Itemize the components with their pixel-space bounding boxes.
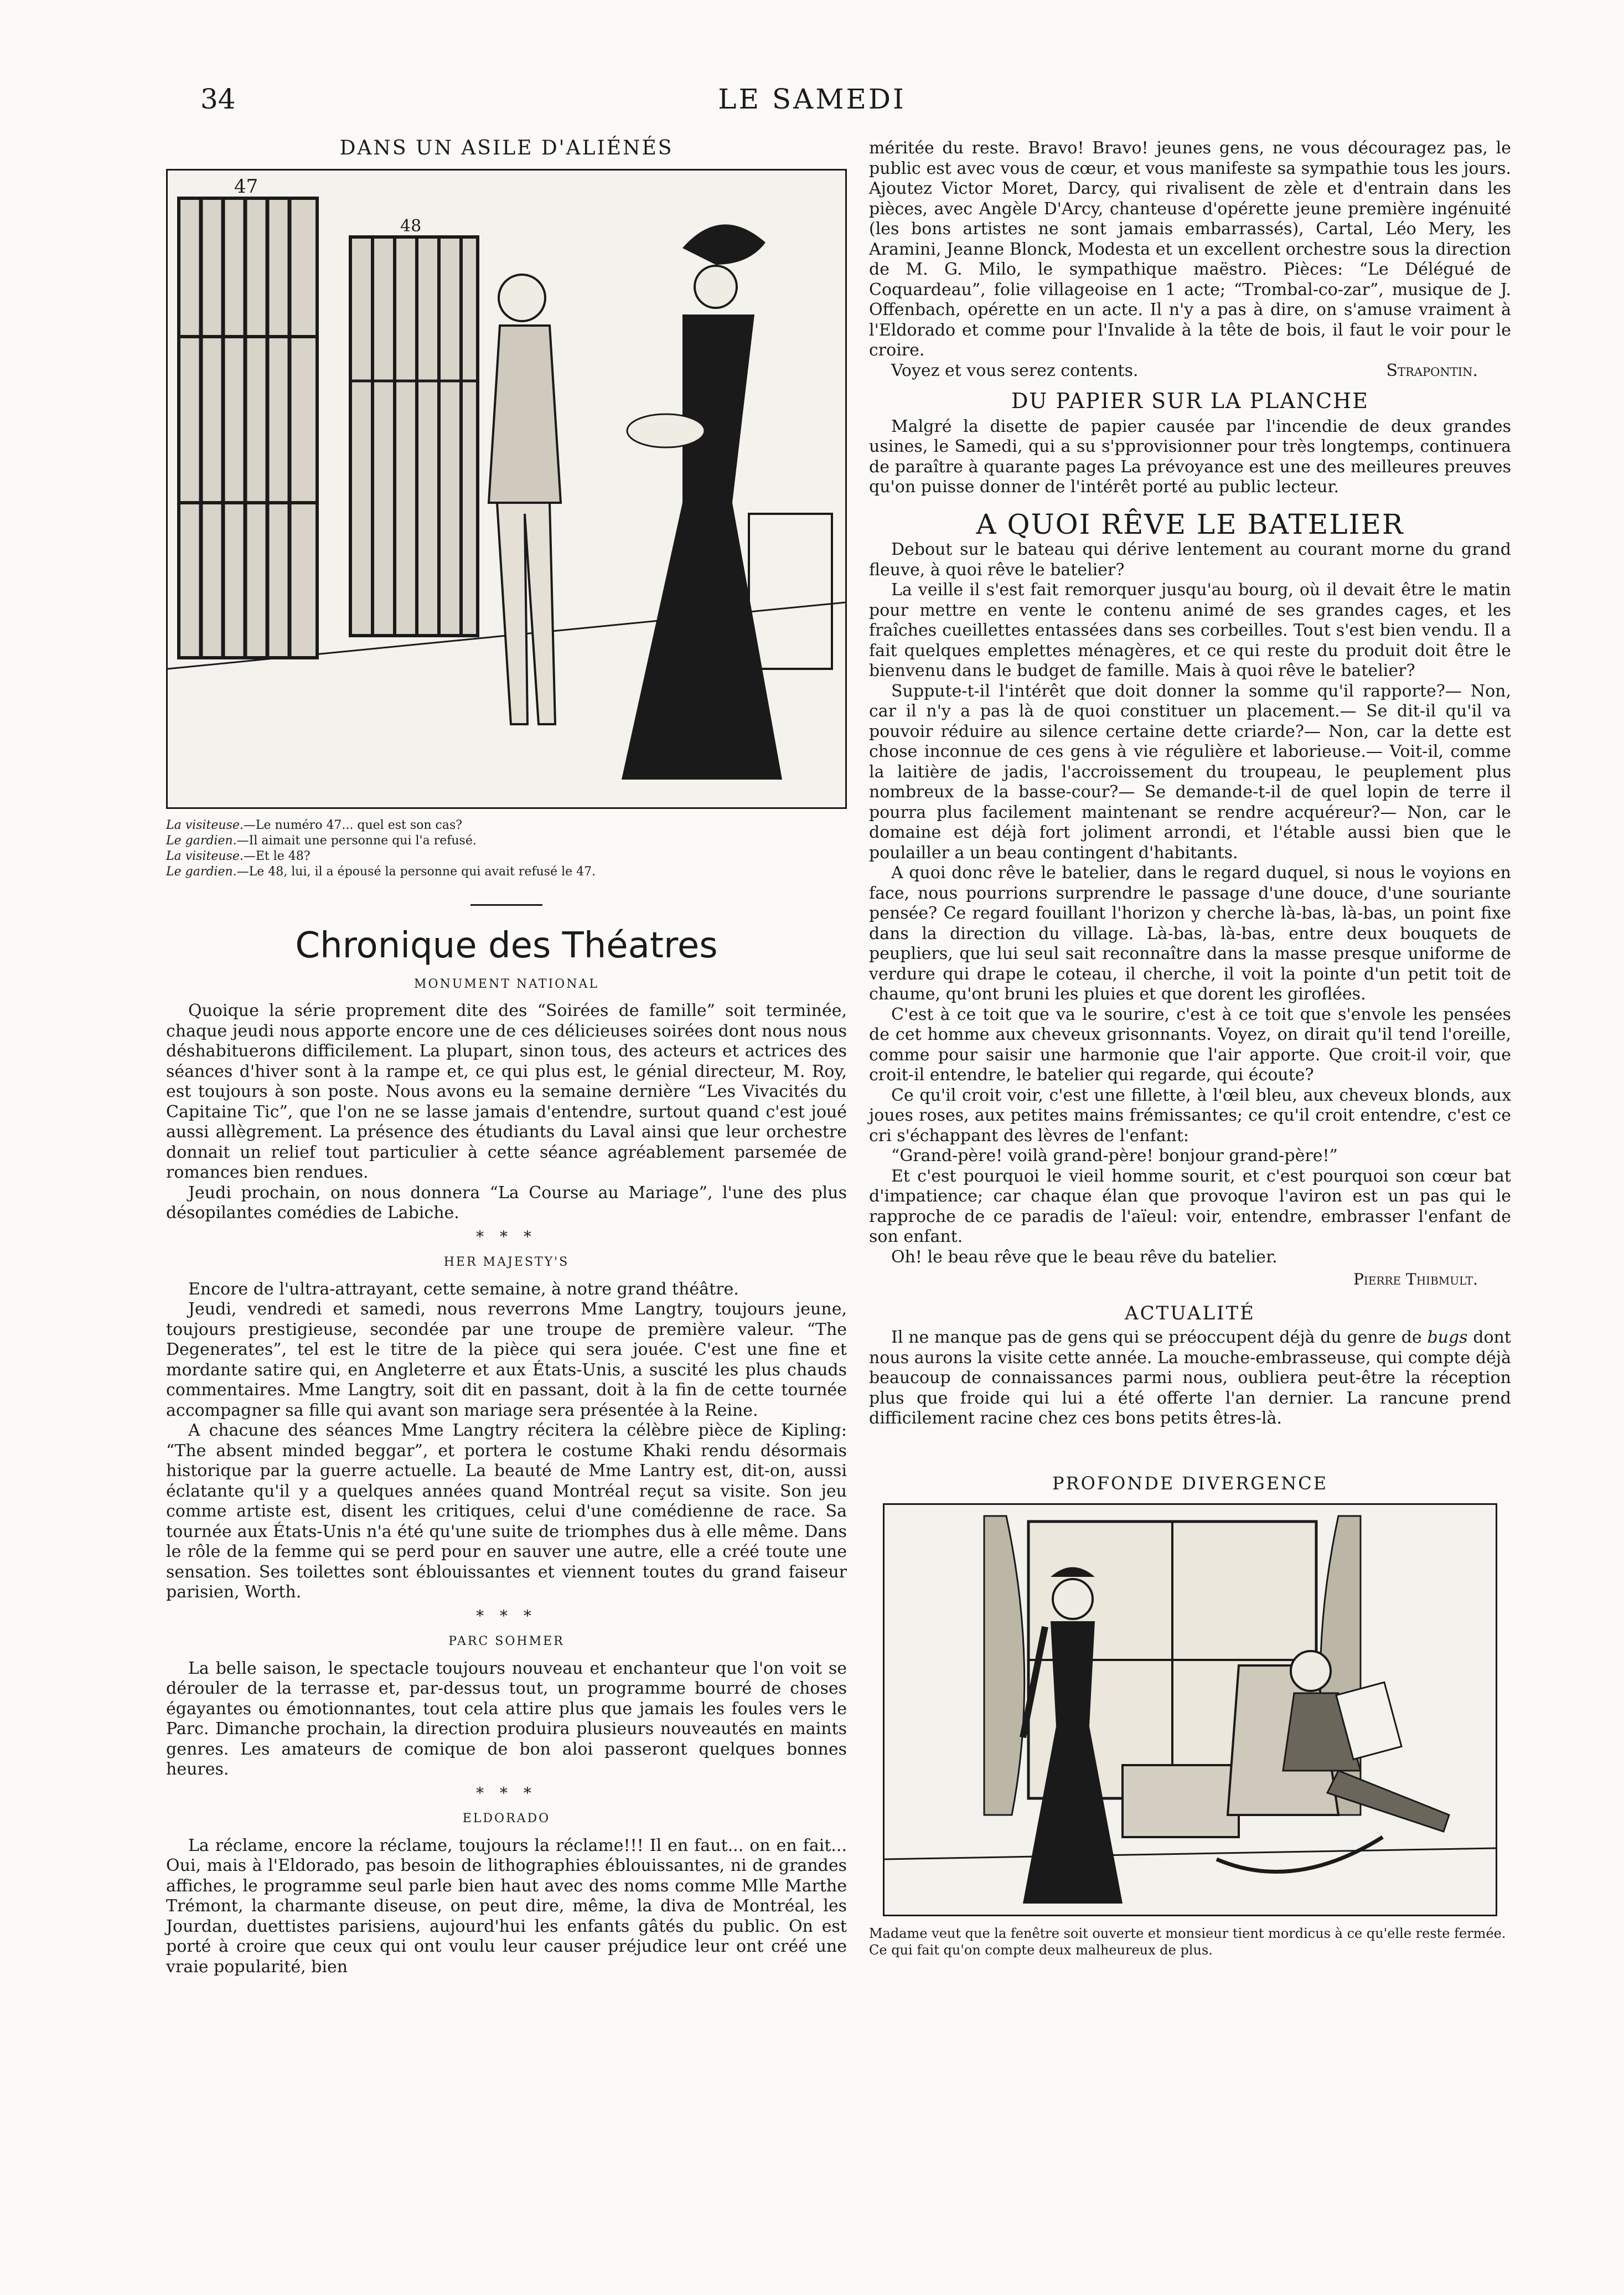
divergence-engraving xyxy=(885,1505,1496,1915)
paragraph: A chacune des séances Mme Langtry récitera la célèbre pièce de Kipling: “The absent minded beggar”, et portera le costume Khaki rendu désormais historique par la guerre actuelle. La beauté de Mme Lantry est, dit-on, aussi éclatante qu'il y a quelques années quand Montréal reçut sa visite. Son jeu comme artiste est, disent les critiques, celui d'une comédienne de race. Sa tournée aux États-Unis n'a été qu'une suite de triomphes dus à elle même. Dans le rôle de la femme qui se perd pour en sauver une autre, elle a créé toute une sensation. Ses toilettes sont éblouissantes et viennent toutes du grand faiseur parisien, Worth. xyxy=(166,1421,847,1602)
illustration-caption-divergence: Madame veut que la fenêtre soit ouverte et monsieur tient mordicus à ce qu'elle reste fermée. Ce qui fait qu'on compte deux malheureux de plus. xyxy=(869,1926,1506,1958)
section-separator: * * * xyxy=(476,1606,537,1625)
illustration-title-asile: DANS UN ASILE D'ALIÉNÉS xyxy=(339,137,674,159)
section-separator: * * * xyxy=(476,1783,537,1802)
illustration-divergence xyxy=(883,1503,1497,1916)
paragraph: Jeudi, vendredi et samedi, nous reverrons Mme Langtry, toujours jeune, toujours prestigieuse, secondée par une troupe de première valeur. “The Degenerates”, tel est le titre de la pièce qui sera jouée. C'est une fine et mordante satire qui, en Angleterre et aux États-Unis, a suscité les plus chauds commentaires. Mme Langtry, soit dit en passant, doit à la fin de cette tournée accompagner sa fille qui avant son mariage sera présentée à la Reine. xyxy=(166,1299,847,1420)
cell-label-48: 48 xyxy=(400,216,422,236)
author-signature: Strapontin. xyxy=(1386,360,1478,380)
paragraph: Et c'est pourquoi le vieil homme sourit, et c'est pourquoi son cœur bat d'impatience; car chaque élan que provoque l'aviron est un pas qui le rapproche de ce paradis de l'aïeul: voir, entendre, embrasser l'enfant de son enfant. xyxy=(869,1166,1511,1246)
closing-text: Voyez et vous serez contents. xyxy=(891,360,1139,380)
paragraph: Jeudi prochain, on nous donnera “La Course au Mariage”, l'une des plus désopilantes comédies de Labiche. xyxy=(166,1183,847,1223)
paragraph: “Grand-père! voilà grand-père! bonjour grand-père!” xyxy=(891,1146,1338,1165)
caption-line: La visiteuse.—Et le 48? xyxy=(166,849,311,863)
chronique-title: Chronique des Théatres xyxy=(295,925,718,966)
section-separator: * * * xyxy=(476,1227,537,1246)
right-column xyxy=(869,138,1511,1958)
divider-rule xyxy=(470,904,542,906)
running-head xyxy=(0,83,1624,122)
heading-papier: DU PAPIER SUR LA PLANCHE xyxy=(1011,389,1369,413)
guard-figure xyxy=(489,275,561,724)
caption-line: La visiteuse.—Le numéro 47... quel est son cas? xyxy=(166,818,463,832)
paragraph: Quoique la série proprement dite des “Soirées de famille” soit terminée, chaque jeudi nous apporte encore une de ces délicieuses soirées dont nous nous déshabituerons difficilement. La plupart, sinon tous, des acteurs et actrices des séances d'hiver sont à la rampe et, ce qui plus est, le génial directeur, M. Roy, est toujours à son poste. Nous avons eu la semaine dernière “Les Vivacités du Capitaine Tic”, que l'on ne se lasse jamais d'entendre, surtout quand c'est joué aussi allègrement. La présence des étudiants du Laval ainsi que leur orchestre donnait un relief tout particulier à cette séance agréablement parsemée de romances bien rendues. xyxy=(166,1001,847,1182)
asylum-engraving xyxy=(168,171,845,807)
paragraph: La réclame, encore la réclame, toujours la réclame!!! Il en faut... on en fait... Oui, mais à l'Eldorado, pas besoin de lithographies éblouissantes, ni de grandes affiches, le programme seul parle bien haut avec des noms comme Mlle Marthe Trémont, la charmante diseuse, on peut dire, même, la diva de Montréal, les Jourdan, duettistes parisiens, aujourd'hui les enfants gâtés du public. On est porté à croire que ceux qui ont voulu leur causer préjudice leur ont créé une vraie popularité, bien xyxy=(166,1835,847,1977)
section-heading-eldorado: ELDORADO xyxy=(462,1812,551,1825)
cell-door-48 xyxy=(350,216,478,636)
paragraph-eldorado-continued: méritée du reste. Bravo! Bravo! jeunes gens, ne vous découragez pas, le public est avec vous de cœur, et vous manifeste sa sympathie tous les jours. Ajoutez Victor Moret, Darcy, qui rivalisent de zèle et d'entrain dans les pièces, avec Angèle D'Arcy, chanteuse d'opérette jeune première ingénuité (les bons artistes ne sont jamais embarrassés), Cartal, Léo Mery, les Aramini, Jeanne Blonck, Modesta et un excellent orchestre sous la direction de M. G. Milo, le sympathique maëstro. Pièces: “Le Délégué de Coquardeau”, folie villageoise en 1 acte; “Trombal-co-zar”, musique de J. Offenbach, opérette en un acte. Il n'y a pas à dire, on s'amuse vraiment à l'Eldorado et comme pour l'Invalide à la tête de bois, il faut le voir pour le croire. xyxy=(869,138,1511,360)
journal-title: LE SAMEDI xyxy=(718,83,906,115)
illustration-asile xyxy=(166,169,847,809)
caption-line: Le gardien.—Le 48, lui, il a épousé la personne qui avait refusé le 47. xyxy=(166,864,596,879)
paragraph: Il ne manque pas de gens qui se préoccupent déjà du genre de bugs dont nous aurons la visite cette année. La mouche-embrasseuse, qui compte déjà beaucoup de connaissances parmi nous, oubliera peut-être la réception plus que froide qui lui a été offerte l'an dernier. La rancune prend difficilement racine chez ces bons petits êtres-là. xyxy=(869,1328,1511,1428)
paragraph: C'est à ce toit que va le sourire, c'est à ce toit que s'envole les pensées de cet homme aux cheveux grisonnants. Voyez, on dirait qu'il tend l'oreille, comme pour saisir une harmonie que l'air apporte. Que croit-il voir, que croit-il entendre, le batelier qui regarde, qui écoute? xyxy=(869,1004,1511,1085)
left-column xyxy=(166,138,847,1977)
paragraph: A quoi donc rêve le batelier, dans le regard duquel, si nous le voyions en face, nous pourrions surprendre le passage d'une douce, d'une souriante pensée? Ce regard fouillant l'horizon y cherche là-bas, là-bas, un point fixe dans la direction du village. Là-bas, là-bas, entre deux bouquets de peupliers, que lui seul sait reconnaître dans la masse presque uniforme de verdure qui drape le coteau, il cherche, il voit la pointe d'un petit toit de chaume, qu'ont bruni les pluies et que dorent les giroflées. xyxy=(869,863,1511,1004)
paragraph: Encore de l'ultra-attrayant, cette semaine, à notre grand théâtre. xyxy=(188,1279,739,1299)
eldorado-closing-line xyxy=(869,361,1511,381)
page-number: 34 xyxy=(200,83,236,115)
paragraph: La veille il s'est fait remorquer jusqu'au bourg, où il devait être le matin pour mettre en vente le contenu animé de ses grandes cages, et les fraîches cueillettes entassées dans ses corbeilles. Tout s'est bien vendu. Il a fait quelques emplettes ménagères, et ce qui reste du produit doit être le bienvenu dans le budget de famille. Mais à quoi rêve le batelier? xyxy=(869,580,1511,680)
paragraph: Debout sur le bateau qui dérive lentement au courant morne du grand fleuve, à quoi rêve le batelier? xyxy=(869,540,1511,580)
paragraph: Malgré la disette de papier causée par l'incendie de deux grandes usines, le Samedi, qui a su s'pprovisionner pour très longtemps, continuera de paraître à quarante pages La prévoyance est une des meilleures preuves qu'on puisse donner de l'intérêt porté au public lecteur. xyxy=(869,416,1511,497)
paragraph: Suppute-t-il l'intérêt que doit donner la somme qu'il rapporte?— Non, car il n'y a pas là de quoi constituer un placement.— Se dit-il qu'il va pouvoir réduire au silence certaine dette criarde?— Non, car la dette est chose inconnue de ces gens à vie régulière et laborieuse.— Voit-il, comme la laitière de jadis, l'accroissement du troupeau, le peuplement plus nombreux de la basse-cour?— Se demande-t-il de quel lopin de terre il pourra plus facilement maintenant se rendre acquéreur?— Non, car le domaine est déjà fort joliment arrondi, et l'étable aussi bien que le poulailler a un beau contingent d'habitants. xyxy=(869,681,1511,863)
cell-door-47 xyxy=(179,176,317,658)
caption-line: Le gardien.—Il aimait une personne qui l'a refusé. xyxy=(166,833,477,848)
author-signature: Pierre Thibmult. xyxy=(1353,1270,1478,1288)
section-heading-monument: MONUMENT NATIONAL xyxy=(414,977,599,991)
paragraph: La belle saison, le spectacle toujours nouveau et enchanteur que l'on voit se dérouler de la terrasse et, par-dessus tout, un programme bourré de choses égayantes ou émotionnantes, tout cela attire plus que jamais les foules vers le Parc. Dimanche prochain, la direction produira plusieurs nouveautés en maints genres. Les amateurs de comique de bon aloi passeront quelques bonnes heures. xyxy=(166,1658,847,1779)
cell-label-47: 47 xyxy=(234,175,258,198)
visitor-figure xyxy=(622,224,782,780)
paragraph: Ce qu'il croit voir, c'est une fillette, à l'œil bleu, aux cheveux blonds, aux joues roses, aux petites mains frémissantes; ce qu'il croit entendre, c'est ce cri s'échappant des lèvres de l'enfant: xyxy=(869,1085,1511,1146)
section-heading-her-majestys: HER MAJESTY'S xyxy=(443,1255,570,1269)
illustration-title-divergence: PROFONDE DIVERGENCE xyxy=(1052,1472,1328,1494)
section-heading-parc-sohmer: PARC SOHMER xyxy=(448,1634,565,1648)
paragraph: Oh! le beau rêve que le beau rêve du batelier. xyxy=(891,1247,1278,1267)
heading-batelier: A QUOI RÊVE LE BATELIER xyxy=(976,508,1404,540)
heading-actualite: ACTUALITÉ xyxy=(1125,1302,1255,1324)
illustration-caption-asile xyxy=(166,818,847,880)
